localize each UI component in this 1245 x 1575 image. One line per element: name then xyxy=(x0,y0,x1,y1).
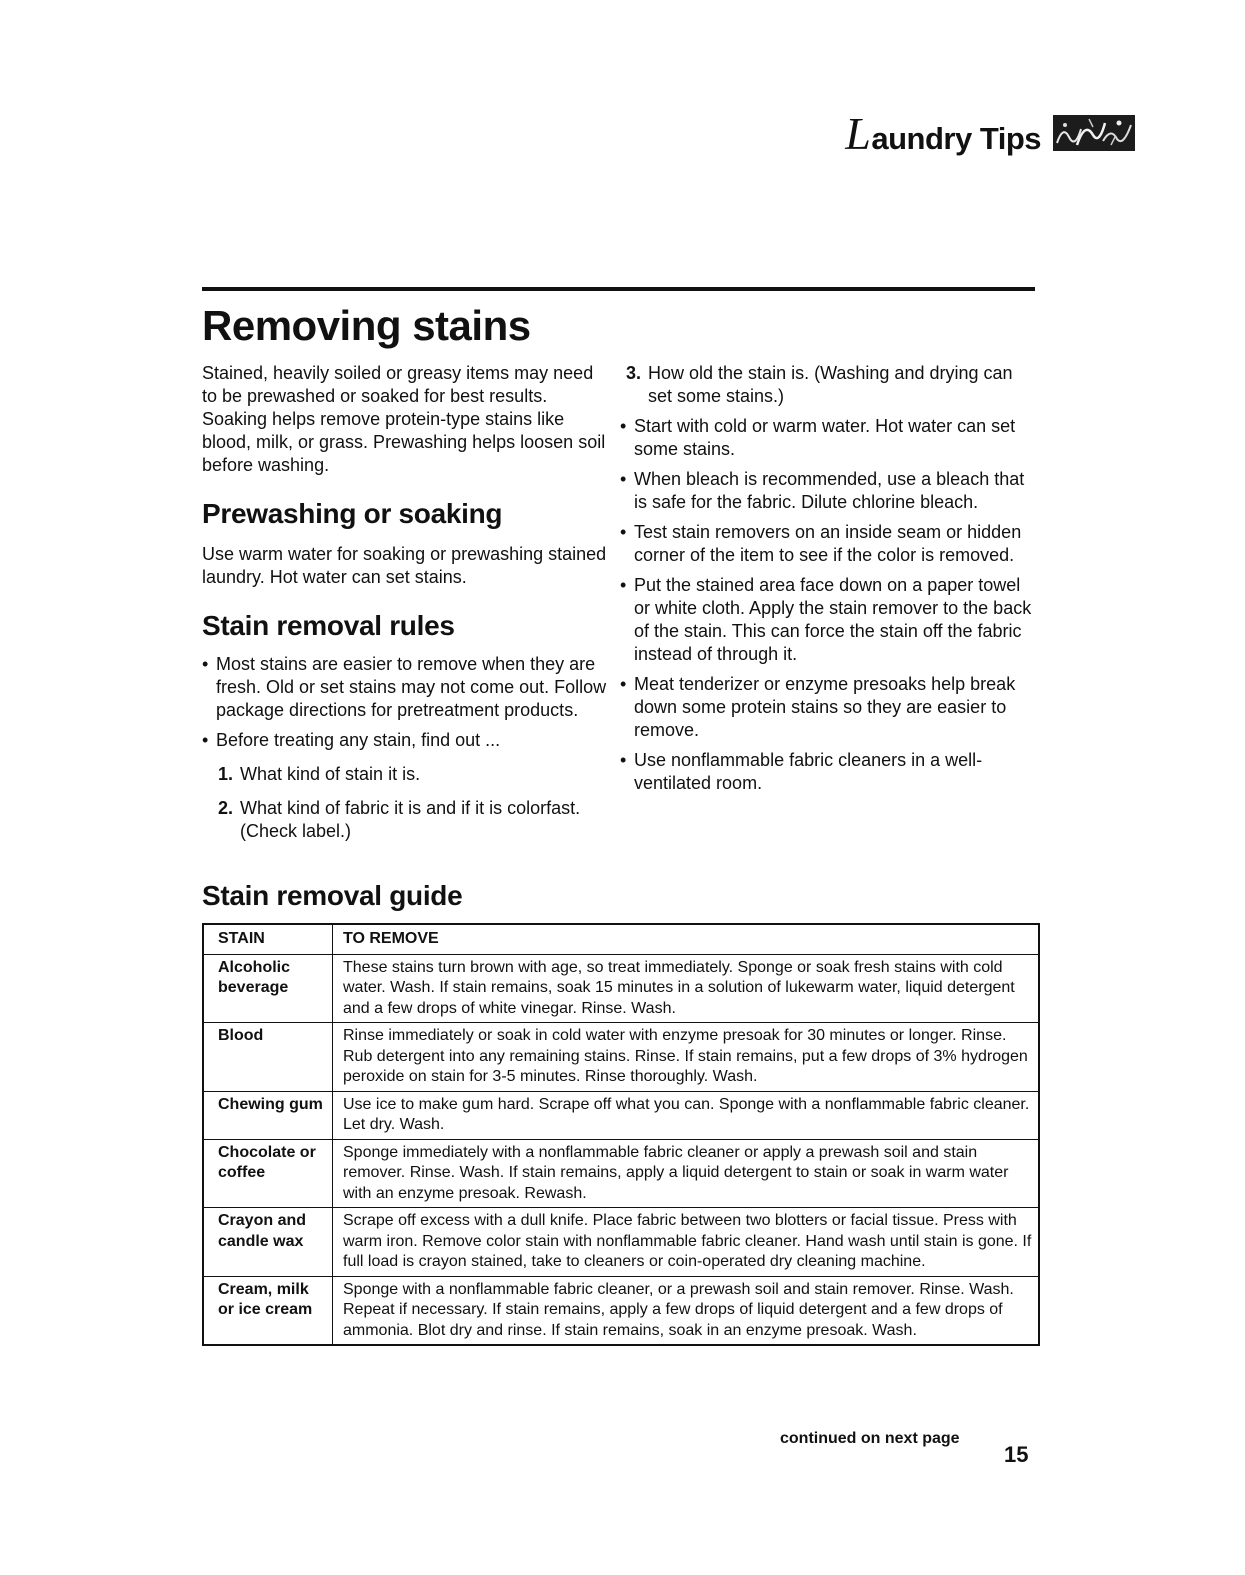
column-header-stain: STAIN xyxy=(203,924,333,954)
rule-step-text: How old the stain is. (Washing and drying can set some stains.) xyxy=(648,363,1013,406)
prewash-paragraph: Use warm water for soaking or prewashing stained laundry. Hot water can set stains. xyxy=(202,544,607,587)
stain-cell: Alcoholic beverage xyxy=(203,954,333,1023)
right-column xyxy=(620,362,1040,802)
rule-step-text: What kind of stain it is. xyxy=(240,764,421,784)
rule-bullet: • Test stain removers on an inside seam or hidden corner of the item to see if the color is removed. xyxy=(620,521,1040,567)
table-row xyxy=(203,954,1039,1023)
rule-bullet: • Start with cold or warm water. Hot water can set some stains. xyxy=(620,415,1040,461)
rule-bullet: • When bleach is recommended, use a bleach that is safe for the fabric. Dilute chlorine bleach. xyxy=(620,468,1040,514)
rule-step-number: 2. xyxy=(218,798,234,818)
section-title-rest: aundry Tips xyxy=(871,120,1041,156)
section-title xyxy=(845,107,1041,160)
remove-cell: Scrape off excess with a dull knife. Place fabric between two blotters or facial tissue. Press with warm iron. Remove color stain with nonflammable fabric cleaner. Hand wash until stain is gone. If full load is crayon stained, take to cleaners or coin-operated dry cleaning machine. xyxy=(333,1208,1040,1277)
guide-heading: Stain removal guide xyxy=(202,880,463,911)
prewash-heading: Prewashing or soaking xyxy=(202,498,503,529)
stain-cell: Cream, milk or ice cream xyxy=(203,1276,333,1345)
table-row xyxy=(203,1023,1039,1092)
page-title: Removing stains xyxy=(202,302,531,349)
rule-step xyxy=(620,362,1040,408)
page-number: 15 xyxy=(1004,1442,1029,1467)
rule-step xyxy=(202,763,612,786)
section-title-initial: L xyxy=(845,107,871,159)
table-row xyxy=(203,1139,1039,1208)
rule-bullet: • Put the stained area face down on a paper towel or white cloth. Apply the stain remover to the back of the stain. This can force the stain off the fabric instead of through it. xyxy=(620,574,1040,666)
page-header xyxy=(845,108,1135,158)
table-row xyxy=(203,1276,1039,1345)
rule-step-number: 1. xyxy=(218,764,234,784)
rule-bullet: • Most stains are easier to remove when they are fresh. Old or set stains may not come out. Follow package directions for pretreatment products. xyxy=(202,653,612,722)
stain-cell: Chewing gum xyxy=(203,1091,333,1139)
remove-cell: Rinse immediately or soak in cold water with enzyme presoak for 30 minutes or longer. Rinse. Rub detergent into any remaining stains. Rinse. If stain remains, put a few drops of 3% hydrogen peroxide on stain for 3-5 minutes. Rinse thoroughly. Wash. xyxy=(333,1023,1040,1092)
table-row xyxy=(203,1091,1039,1139)
rule-bullet: • Meat tenderizer or enzyme presoaks help break down some protein stains so they are easier to remove. xyxy=(620,673,1040,742)
rules-heading: Stain removal rules xyxy=(202,610,455,641)
stain-cell: Blood xyxy=(203,1023,333,1092)
column-header-remove: TO REMOVE xyxy=(333,924,1040,954)
stain-cell: Chocolate or coffee xyxy=(203,1139,333,1208)
remove-cell: These stains turn brown with age, so treat immediately. Sponge or soak fresh stains with cold water. Wash. If stain remains, soak 15 minutes in a solution of lukewarm water, liquid detergent and a few drops of white vinegar. Rinse. Wash. xyxy=(333,954,1040,1023)
title-rule xyxy=(202,287,1035,291)
remove-cell: Use ice to make gum hard. Scrape off what you can. Sponge with a nonflammable fabric cleaner. Let dry. Wash. xyxy=(333,1091,1040,1139)
left-column xyxy=(202,362,612,854)
stain-guide-table xyxy=(202,923,1040,1346)
remove-cell: Sponge immediately with a nonflammable fabric cleaner or apply a prewash soil and stain remover. Rinse. Wash. If stain remains, apply a liquid detergent to stain or soak in warm water with an enzyme presoak. Rewash. xyxy=(333,1139,1040,1208)
table-row xyxy=(203,1208,1039,1277)
rule-bullet: • Use nonflammable fabric cleaners in a well-ventilated room. xyxy=(620,749,1040,795)
rule-bullet: • Before treating any stain, find out ... xyxy=(202,729,612,752)
intro-paragraph: Stained, heavily soiled or greasy items may need to be prewashed or soaked for best results. Soaking helps remove protein-type stains like blood, milk, or grass. Prewashing helps loosen soil before washing. xyxy=(202,363,606,475)
rule-step xyxy=(202,797,612,843)
stain-cell: Crayon and candle wax xyxy=(203,1208,333,1277)
header-decoration-image xyxy=(1053,115,1135,151)
rule-step-number: 3. xyxy=(626,363,642,383)
remove-cell: Sponge with a nonflammable fabric cleaner, or a prewash soil and stain remover. Rinse. Wash. Repeat if necessary. If stain remains, apply a few drops of liquid detergent and a few drops of ammonia. Blot dry and rinse. If stain remains, soak in an enzyme presoak. Wash. xyxy=(333,1276,1040,1345)
continued-note: continued on next page xyxy=(780,1430,960,1447)
rule-step-text: What kind of fabric it is and if it is colorfast. (Check label.) xyxy=(240,798,581,841)
table-header-row xyxy=(203,924,1039,954)
